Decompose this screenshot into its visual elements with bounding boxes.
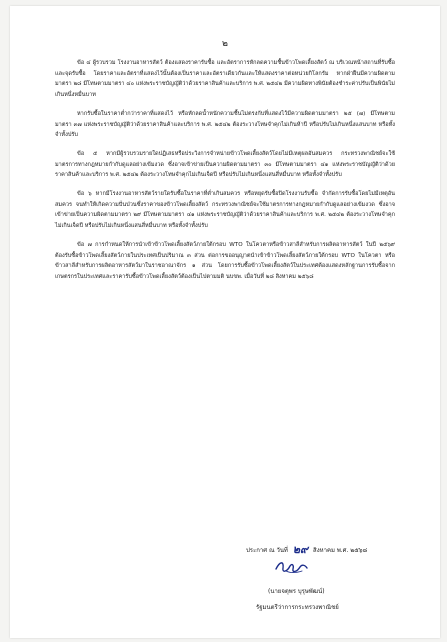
clause-4-paragraph: ข้อ ๔ ผู้รวบรวม โรงงานอาหารสัตว์ ต้องแสดงราคารับซื้อ และอัตราการหักลดความชื้นข้าวโพดเลี้ยงสัตว์ ณ บริเวณหน้าสถานที่รับซื้อและจุดรับซื้อ โดยราคาและอัตราที่แสดงไว้นั้นต้องเป็นราคาและอัตราเดียวกันและให้แสดงราคาต่อหน่วยกิโลกรัม หากฝ่าฝืนมีความผิดตามมาตรา ๒๘ มีโทษตามมาตรา ๔๐ แห่งพระราชบัญญัติว่าด้วยราคาสินค้าและบริการ พ.ศ. ๒๕๔๒ มีความผิดทางพินัยต้องชำระค่าปรับเป็นพินัยไม่เกินหนึ่งหมื่นบาท [55, 60, 395, 99]
signature-icon [272, 557, 312, 577]
signer-position: รัฐมนตรีว่าการกระทรวงพาณิชย์ [256, 604, 339, 611]
announcement-date [246, 539, 367, 557]
clause-4-continuation-paragraph: หากรับซื้อในราคาต่ำกว่าราคาที่แสดงไว้ หรือหักลดน้ำหนักความชื้นไม่ตรงกับที่แสดงไว้มีความผิดตามมาตรา ๒๕ (๗) มีโทษตามมาตรา ๓๗ แห่งพระราชบัญญัติว่าด้วยราคาสินค้าและบริการ พ.ศ. ๒๕๔๒ ต้องระวางโทษจำคุกไม่เกินห้าปี หรือปรับไม่เกินหนึ่งแสนบาท หรือทั้งจำทั้งปรับ [55, 110, 395, 139]
announcement-suffix: สิงหาคม พ.ศ. ๒๕๖๘ [313, 547, 368, 554]
clause-6-paragraph: ข้อ ๖ หากมีโรงงานอาหารสัตว์รายใดรับซื้อในราคาที่ต่ำเกินสมควร หรือหยุดรับซื้อปิดโรงงานรับซื้อ จำกัดการรับซื้อโดยไม่มีเหตุอันสมควร จนทำให้เกิดความปั่นป่วนซึ่งราคาของข้าวโพดเลี้ยงสัตว์ กระทรวงพาณิชย์จะใช้มาตรการทางกฎหมายกำกับดูแลอย่างเข้มงวด ซึ่งอาจเข้าข่ายเป็นความผิดตามมาตรา ๒๙ มีโทษตามมาตรา ๔๑ แห่งพระราชบัญญัติว่าด้วยราคาสินค้าและบริการ พ.ศ. ๒๕๔๒ ต้องระวางโทษจำคุกไม่เกินเจ็ดปี หรือปรับไม่เกินหนึ่งแสนสี่หมื่นบาท หรือทั้งจำทั้งปรับ [55, 191, 395, 230]
clause-5-paragraph: ข้อ ๕ หากมีผู้รวบรวมรายใดปฏิเสธหรือประวิงการจำหน่ายข้าวโพดเลี้ยงสัตว์โดยไม่มีเหตุผลอันสมควร กระทรวงพาณิชย์จะใช้มาตรการทางกฎหมายกำกับดูแลอย่างเข้มงวด ซึ่งอาจเข้าข่ายเป็นความผิดตามมาตรา ๓๐ มีโทษตามมาตรา ๔๑ แห่งพระราชบัญญัติว่าด้วยราคาสินค้าและบริการ พ.ศ. ๒๕๔๒ ต้องระวางโทษจำคุกไม่เกินเจ็ดปี หรือปรับไม่เกินหนึ่งแสนสี่หมื่นบาท หรือทั้งจำทั้งปรับ [55, 150, 395, 179]
clause-7-paragraph: ข้อ ๗ การกำหนดให้การนำเข้าข้าวโพดเลี้ยงสัตว์ภายใต้กรอบ WTO ในโควตาหรือข้าวสาลีสำหรับการผลิตอาหารสัตว์ ในปี ๒๕๖๙ ต้องรับซื้อข้าวโพดเลี้ยงสัตว์ภายในประเทศเป็นปริมาณ ๓ ส่วน ต่อการขออนุญาตนำเข้าข้าวโพดเลี้ยงสัตว์ภายใต้กรอบ WTO ในโควตา หรือข้าวสาลีสำหรับการผลิตอาหารสัตว์มาในราชอาณาจักร ๑ ส่วน โดยการรับซื้อข้าวโพดเลี้ยงสัตว์ในประเทศต้องแสดงหลักฐานการรับซื้อจากเกษตรกรในประเทศและราคารับซื้อข้าวโพดเลี้ยงสัตว์ต้องเป็นไปตามมติ นบขพ. เมื่อวันที่ ๒๘ สิงหาคม ๒๕๖๘ [55, 241, 395, 280]
document-page [10, 6, 440, 638]
announcement-prefix: ประกาศ ณ วันที่ [246, 547, 288, 554]
signer-name: (นายจตุพร บุรุษพัฒน์) [268, 588, 325, 595]
page-number: ๒ [222, 39, 228, 49]
document-body [55, 58, 395, 291]
handwritten-day: ๒๙ [292, 543, 309, 556]
